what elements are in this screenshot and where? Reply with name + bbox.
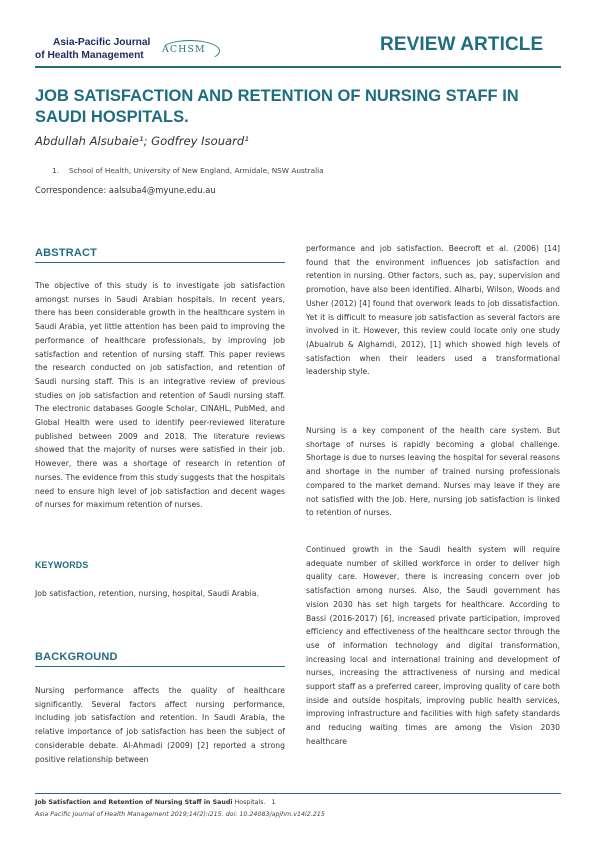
- affiliation-text: School of Health, University of New England, Armidale, NSW Australia: [68, 166, 324, 175]
- abstract-text: The objective of this study is to investigate job satisfaction amongst nurses in Saudi Arabian hospitals. In recent years, there has been considerable growth in the healthcare system in Saudi Arabia, yet little attention has been paid to improving the performance of healthcare professionals, by improving job satisfaction and retention of nursing staff. This paper reviews the research conducted on job satisfaction, and retention of Saudi nursing staff. This is an integrative review of previous studies on job satisfaction and retention of Saudi nursing staff. The electronic databases Google Scholar, CINAHL, PubMed, and Global Health were used to identify peer-reviewed literature published between 2009 and 2018. The literature reviews showed that the majority of nurses were satisfied in their job. However, there was a shortage of research in retention of nurses. The evidence from this study suggests that the hospitals need to ensure high level of job satisfaction and decent wages of nurses for maximum retention of nurses.: [35, 281, 285, 510]
- keywords-text: Job satisfaction, retention, nursing, hospital, Saudi Arabia.: [35, 589, 259, 598]
- affiliation-number: 1.: [52, 166, 59, 175]
- right-paragraph-1: performance and job satisfaction. Beecroft et al. (2006) [14] found that the environment influences job satisfaction and retention in nursing. Other factors, such as, pay, supervision and promotion, have also been identified. Alharbi, Wilson, Woods and Usher (2012) [4] found that overwork leads to job dissatisfaction. Yet it is difficult to measure job satisfaction as several factors are involved in it. However, this review could locate only one study (Abualrub & Alghamdi, 2012), [1] which showed high levels of satisfaction when their leaders used a transformational leadership style.: [306, 244, 560, 377]
- logo-text: ACHSM: [162, 44, 206, 55]
- footer-short-title-suffix: Hospitals.: [234, 799, 266, 806]
- right-paragraph-2: Nursing is a key component of the health care system. But shortage of nurses is rapidly becoming a global challenge. Shortage is due to nurses leaving the hospital for several reasons and shortage in the number of trained nursing professionals compared to the market demand. Nurses may leave if they are not satisfied with the job. Here, nursing job satisfaction is linked to retention of nurses.: [306, 426, 560, 518]
- journal-name-line1: Asia-Pacific Journal: [53, 37, 151, 48]
- article-title: JOB SATISFACTION AND RETENTION OF NURSING STAFF IN SAUDI HOSPITALS.: [35, 87, 519, 126]
- background-text: Nursing performance affects the quality of healthcare significantly. Several factors affect nursing performance, including job satisfaction and retention. In Saudi Arabia, the relative importance of job satisfaction has been the subject of considerable debate. Al-Ahmadi (2009) [2] reported a strong positive relationship between: [35, 686, 285, 764]
- background-heading: BACKGROUND: [35, 651, 285, 667]
- right-paragraph-3: Continued growth in the Saudi health system will require adequate number of skilled workforce in order to deliver high quality care. However, there is increasing concern over job satisfaction among nurses. Also, the Saudi government has vision 2030 has set high targets for healthcare. According to Bassi (2016-2017) [6], increased private participation, improved efficiency and effectiveness of the healthcare sector through the use of information technology and digital transformation, increasing local and international training and development of nurses, increasing the attractiveness of nursing and medical support staff as a preferred career, improving quality of care both inside and outside hospitals, improving public health services, improving infrastructure and facilities with high safety standards and reducing waiting times are among the Vision 2030 healthcare: [306, 545, 560, 746]
- footer-citation: Asia Pacific Journal of Health Management 2019;14(2):i215. doi: 10.24083/apjhm.v14i2.215: [35, 811, 325, 818]
- footer-running-title: [35, 799, 276, 806]
- journal-name-line2: of Health Management: [35, 49, 144, 61]
- footer-divider: [35, 793, 561, 794]
- abstract-heading: ABSTRACT: [35, 247, 285, 263]
- achsm-logo: [158, 40, 218, 62]
- header-divider: [35, 66, 561, 68]
- author-list: Abdullah Alsubaie¹; Godfrey Isouard¹: [35, 134, 249, 148]
- keywords-heading: KEYWORDS: [35, 560, 89, 570]
- affiliation: [52, 166, 324, 175]
- page-number: 1: [271, 799, 276, 806]
- journal-logo: [35, 37, 155, 62]
- correspondence: Correspondence: aalsuba4@myune.edu.au: [35, 185, 216, 195]
- footer-short-title: Job Satisfaction and Retention of Nursing Staff in Saudi: [35, 799, 233, 806]
- article-type-label: REVIEW ARTICLE: [380, 34, 544, 55]
